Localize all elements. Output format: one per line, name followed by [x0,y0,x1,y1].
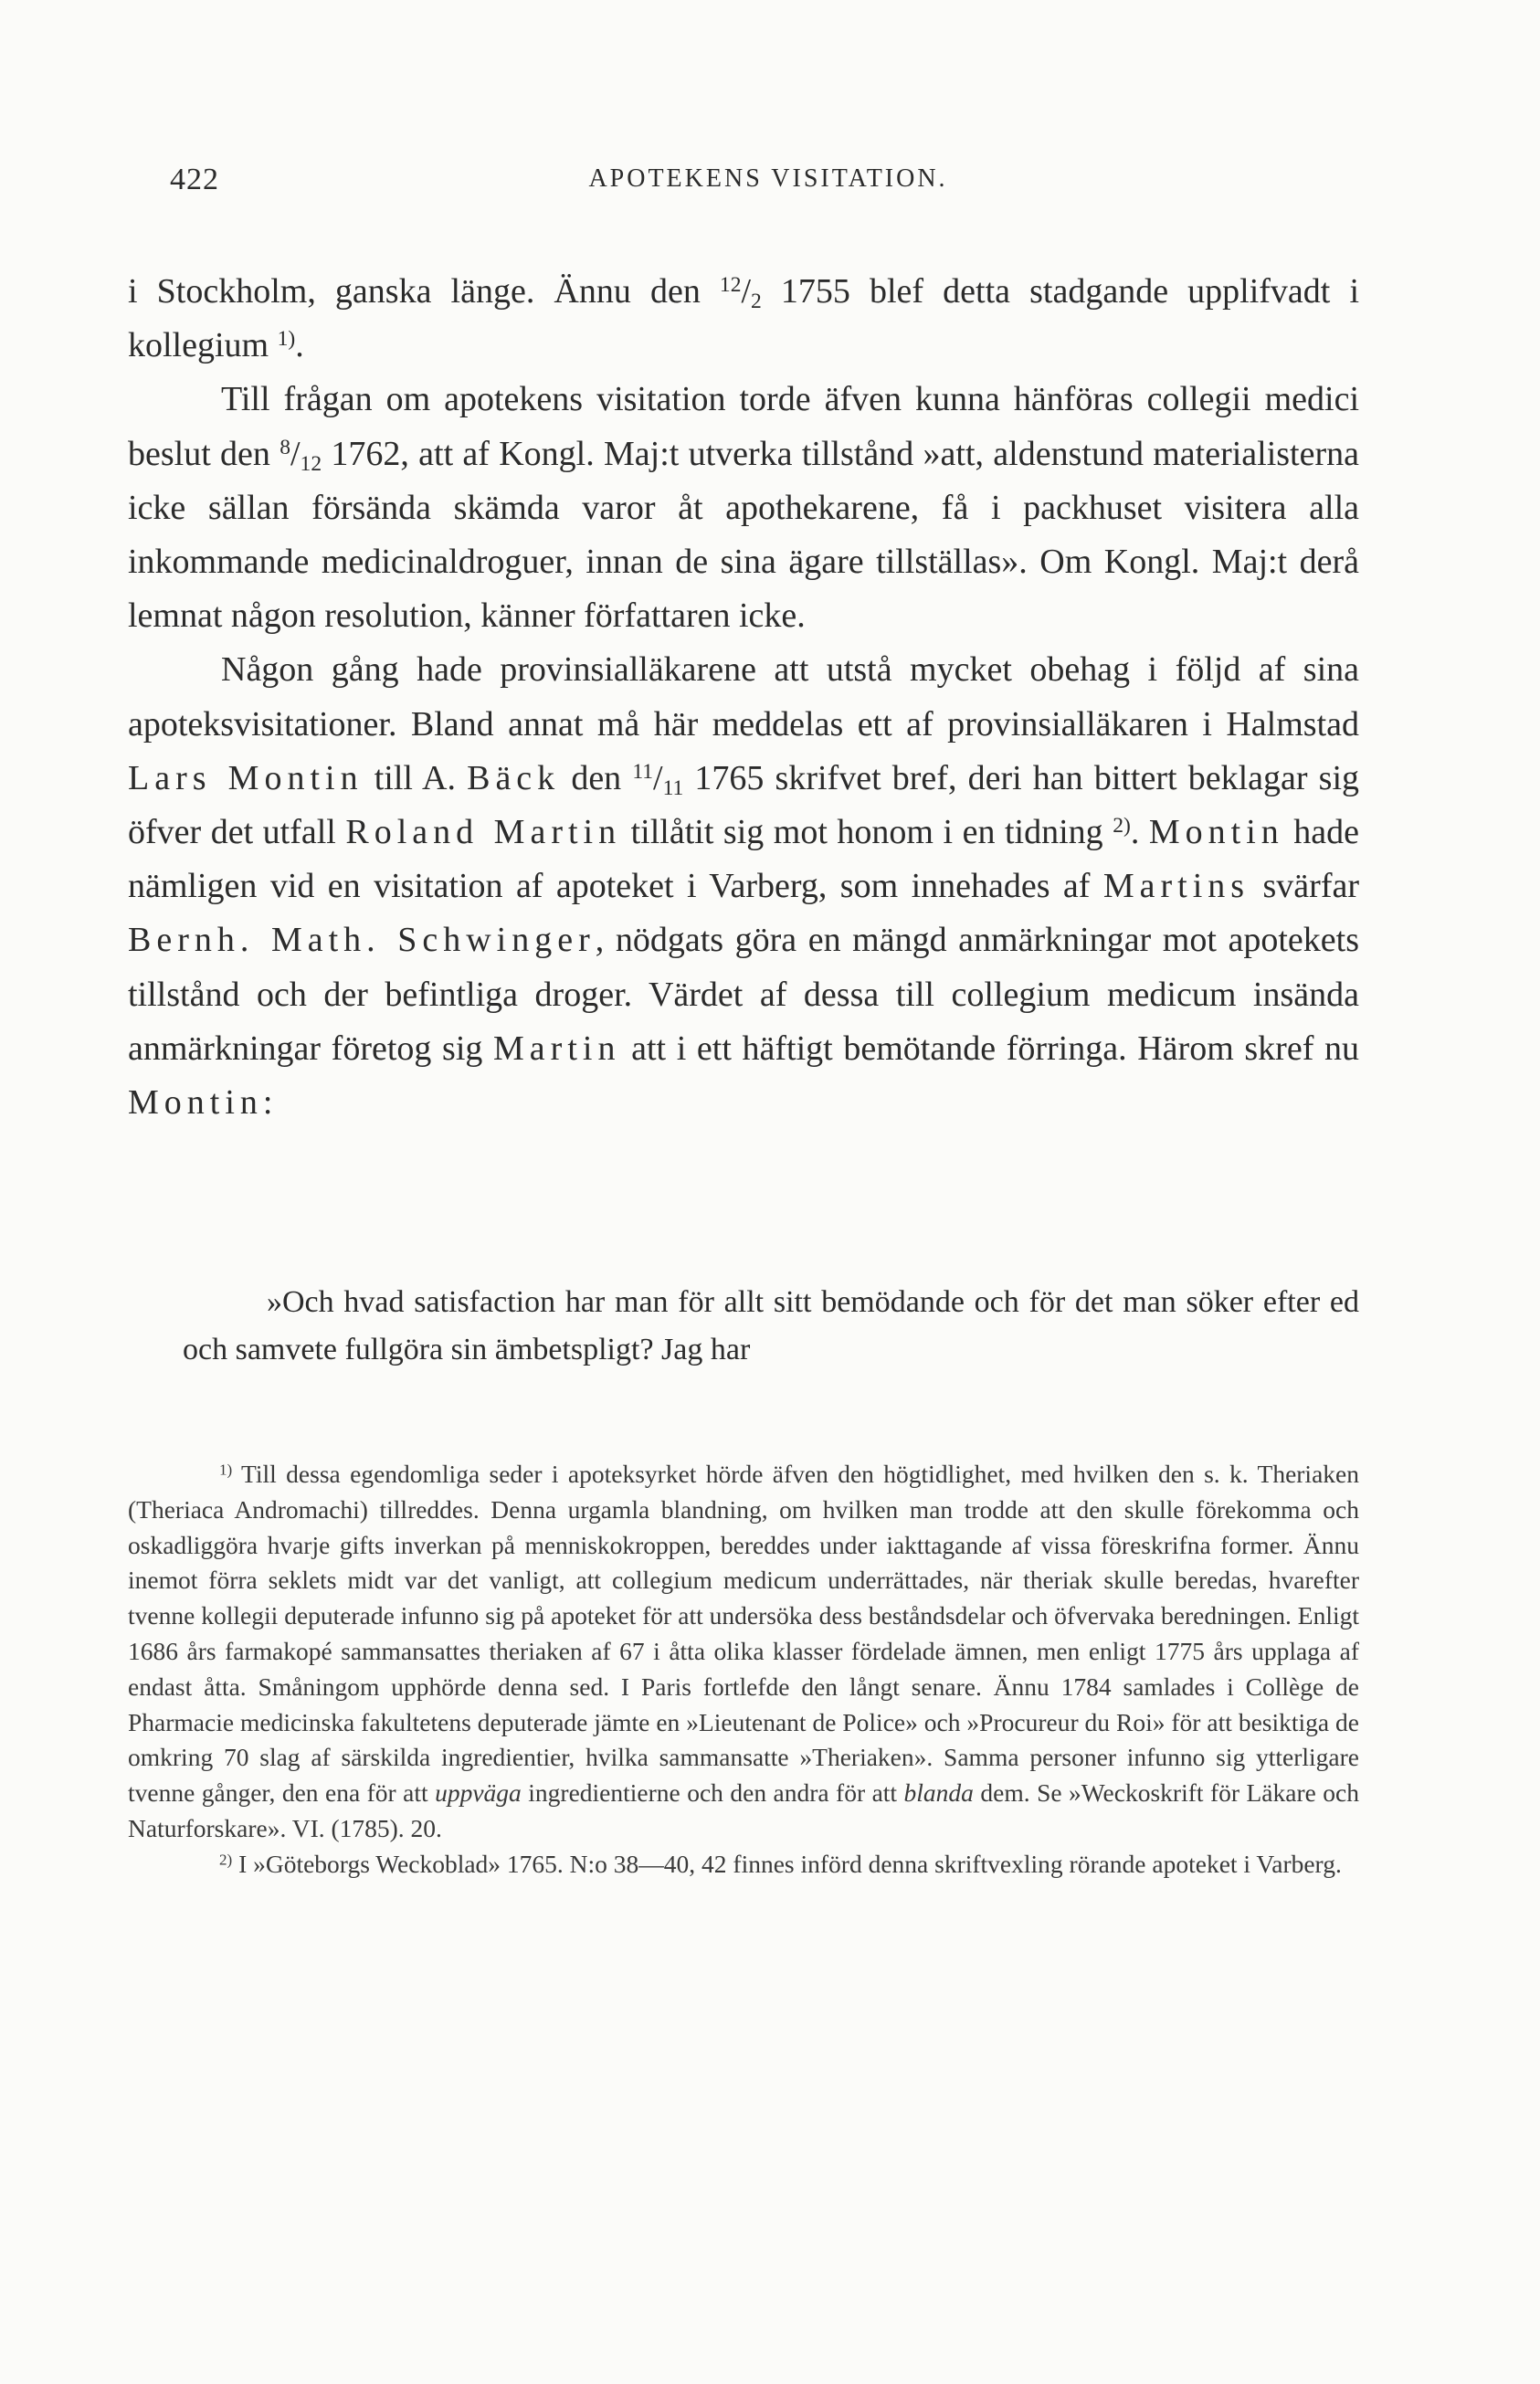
emphasis: blanda [903,1778,974,1808]
paragraph-2: Till frågan om apotekens visitation torde äfven kunna hänföras collegii medici beslut den $^8/_{12}$ 1762, att af Kongl. Maj:t utverka tillstånd »att, aldenstund materialisterna icke sällan försända skämda varor åt apothekarene, få i packhuset visitera alla inkommande medicinaldroguer, innan de sina ägare tillställas». Om Kongl. Maj:t derå lemnat någon resolution, känner författaren icke. [128,380,1359,636]
footnote-ref-2[interactable]: 2) [1113,814,1131,839]
text-run: 1755 blef detta stadgande upplifvadt i kollegium [128,272,1359,365]
text-run: Någon gång hade provinsialläkarene att utstå mycket obehag i följd af sina apoteksvisitationer. Bland annat må här meddelas ett af provinsialläkaren i Halmstad [128,650,1359,744]
text-run: den [560,758,633,797]
fraction-numerator: 11 [632,760,654,785]
text-run: hade nämligen vid en visitation af apoteket i Varberg, som innehades af [128,813,1360,906]
page-header [170,163,1366,208]
person-name: Bäck [467,758,561,797]
paragraph-3: Någon gång hade provinsialläkarene att utstå mycket obehag i följd af sina apoteksvisitationer. Bland annat må här meddelas ett af provinsialläkaren i Halmstad Lars Montin till A. Bäck den $^{11}/_{11}$ 1765 skrifvet bref, deri han bittert beklagar sig öfver det utfall Roland Martin tillåtit sig mot honom i en tidning $^{2)}$. Montin hade nämligen vid en visitation af apoteket i Varberg, som innehades af Martins svärfar Bernh. Math. Schwinger, nödgats göra en mängd anmärkningar mot apotekets tillstånd och der befintliga droger. Värdet af dessa till collegium medicum insända anmärkningar företog sig Martin att i ett häftigt bemötande förringa. Härom skref nu Montin: [128,650,1360,1123]
person-name: Montin [128,1083,263,1123]
text-run: 1765 skrifvet bref, deri han bittert beklagar sig öfver det utfall [128,758,1360,852]
quote-text: »Och hvad satisfaction har man för allt sitt bemödande och för det man söker efter ed och samvete fullgöra sin ämbetspligt? Jag har [183,1285,1359,1366]
emphasis: uppväga [435,1778,522,1808]
fraction-numerator: 8 [280,435,290,459]
text-run: I »Göteborgs Weckoblad» 1765. N:o 38—40, 42 finnes införd denna skriftvexling rörande apoteket i Varberg. [232,1849,1342,1878]
person-name: Martins [1102,867,1250,906]
footnote-2 [128,1847,1359,1883]
text-run: i Stockholm, ganska länge. Ännu den [128,272,720,311]
text-run: Till frågan om apotekens visitation torde äfven kunna hänföras collegii medici beslut den [128,380,1359,473]
text-run: , nödgats göra en mängd anmärkningar mot apotekets tillstånd och der befintliga droger. Värdet af dessa till collegium medicum insända anmärkningar företog sig [128,921,1359,1068]
text-run: svärfar [1250,867,1359,906]
text-run: : [262,1083,273,1123]
fraction-denominator: 11 [662,775,684,800]
page-number: 422 [170,163,219,196]
person-name: Montin [1148,813,1284,852]
fraction-numerator: 12 [719,273,742,298]
footnote-ref-1[interactable]: 1) [277,327,296,352]
block-quote [183,1279,1359,1374]
text-run: ingredientierne och den andra för att [521,1778,904,1808]
text-run: dem. Se »Weckoskrift för Läkare och Naturforskare». VI. (1785). 20. [128,1778,1359,1842]
fraction-denominator: 12 [300,451,322,476]
footnotes [128,1457,1359,1883]
paragraph-1: i Stockholm, ganska länge. Ännu den $^{12}/_2$ 1755 blef detta stadgande upplifvadt i kollegium $^{1)}$. [128,272,1359,365]
text-run: Till dessa egendomliga seder i apoteksyrket hörde äfven den högtidlighet, med hvilken den s. k. Theriaken (Theriaca Andromachi) tillreddes. Denna urgamla blandning, om hvilken man trodde att den skulle förekomma och oskadliggöra hvarje gifts inverkan på menniskokroppen, bereddes under iakttagande af vissa föreskrifna former. Ännu inemot förra seklets midt var det vanligt, att collegium medicum underrättades, när theriak skulle beredas, hvarefter tvenne kollegii deputerade infunno sig på apoteket för att undersöka dess beståndsdelar och öfvervaka beredningen. Enligt 1686 års farmakopé sammansattes theriaken af 67 i åtta olika klasser fördelade ämnen, men enligt 1775 års upplaga af endast åtta. Småningom upphörde denna sed. I Paris fortlefde den långt senare. Ännu 1784 samlades i Collège de Pharmacie medicinska fakultetens deputerade jämte en »Lieutenant de Police» och »Procureur du Roi» för att besiktiga de omkring 70 slag af särskilda ingredientier, hvilka sammansatte »Theriaken». Samma personer infunno sig ytterligare tvenne gånger, den ena för att [128,1460,1359,1808]
text-run: att i ett häftigt bemötande förringa. Härom skref nu [620,1028,1359,1068]
person-name: Lars Montin [128,758,364,797]
person-name: Roland Martin [345,813,622,852]
text-run: till A. [363,758,468,797]
footnote-1 [128,1457,1359,1847]
footnote-marker: 2) [219,1851,233,1869]
text-run: tillåtit sig mot honom i en tidning [621,813,1113,852]
main-text [128,265,1359,1130]
footnote-marker: 1) [219,1461,233,1479]
fraction-denominator: 2 [751,289,762,313]
running-title: APOTEKENS VISITATION. [588,164,948,193]
person-name: Martin [493,1028,621,1068]
person-name: Bernh. Math. Schwinger [128,921,596,960]
text-run: . [295,326,304,365]
text-run: 1762, att af Kongl. Maj:t utverka tillstånd »att, aldenstund materialisterna icke sällan försända skämda varor åt apothekarene, få i packhuset visitera alla inkommande medicinaldroguer, innan de sina ägare tillställas». Om Kongl. Maj:t derå lemnat någon resolution, känner författaren icke. [128,434,1359,636]
text-run: . [1130,813,1149,852]
